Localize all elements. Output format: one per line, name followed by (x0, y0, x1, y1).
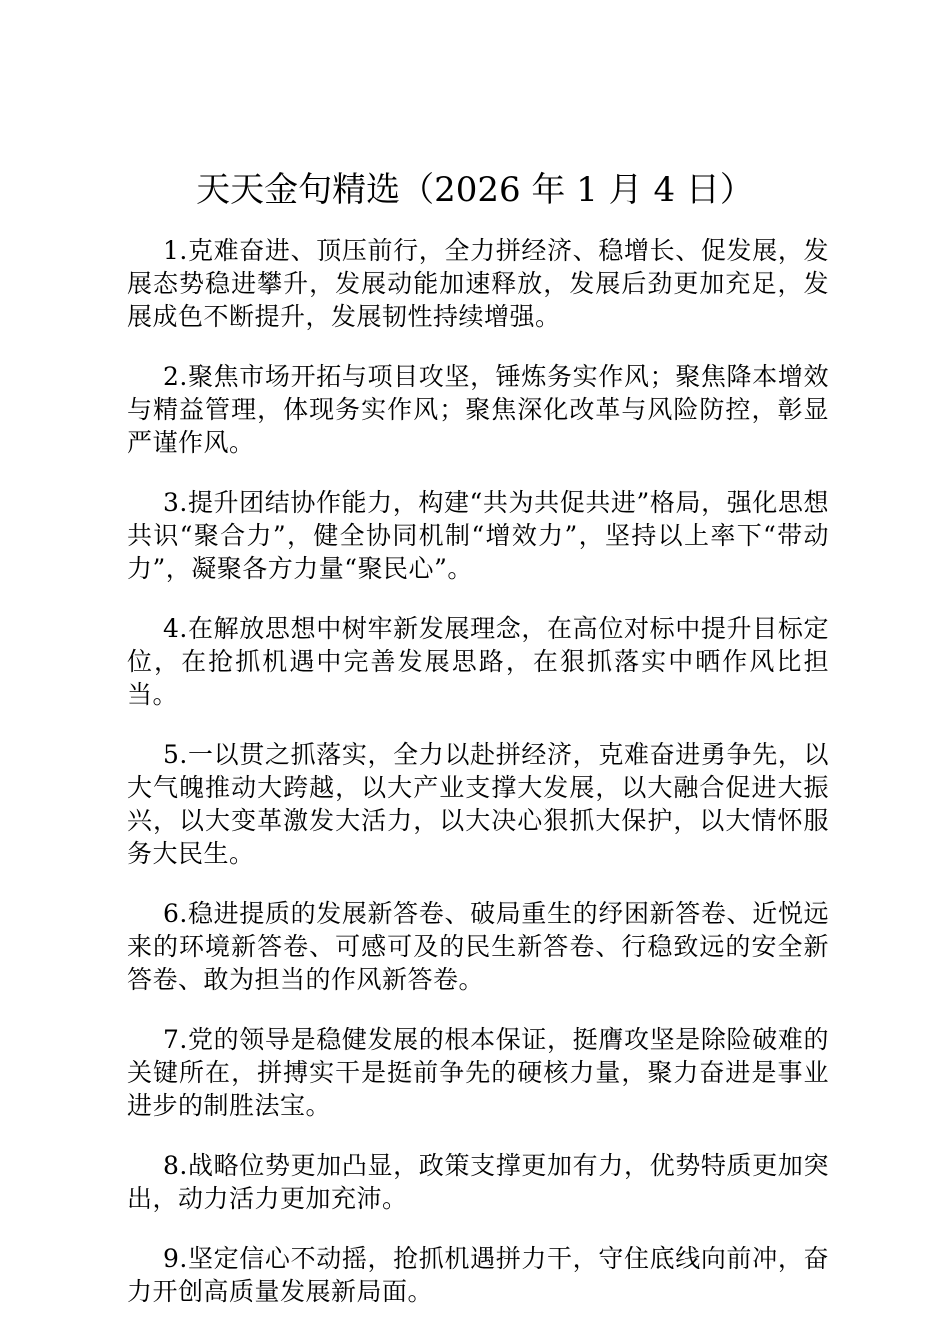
quote-item-4: 4.在解放思想中树牢新发展理念，在高位对标中提升目标定位，在抢抓机遇中完善发展思路，在狠抓落实中晒作风比担当。 (127, 614, 829, 709)
quote-item-1: 1.克难奋进、顶压前行，全力拼经济、稳增长、促发展，发展态势稳进攀升，发展动能加速释放，发展后劲更加充足，发展成色不断提升，发展韧性持续增强。 (127, 236, 829, 331)
quote-item-9: 9.坚定信心不动摇，抢抓机遇拼力干，守住底线向前冲，奋力开创高质量发展新局面。 (127, 1244, 829, 1306)
document-title: 天天金句精选（2026 年 1 月 4 日） (196, 170, 754, 210)
quote-item-6: 6.稳进提质的发展新答卷、破局重生的纾困新答卷、近悦远来的环境新答卷、可感可及的民生新答卷、行稳致远的安全新答卷、敢为担当的作风新答卷。 (127, 899, 829, 994)
quote-item-5: 5.一以贯之抓落实，全力以赴拼经济，克难奋进勇争先，以大气魄推动大跨越，以大产业支撑大发展，以大融合促进大振兴，以大变革激发大活力，以大决心狠抓大保护，以大情怀服务大民生。 (127, 740, 829, 868)
quote-item-3: 3.提升团结协作能力，构建“共为共促共进”格局，强化思想共识“聚合力”，健全协同机制“增效力”，坚持以上率下“带动力”，凝聚各方力量“聚民心”。 (127, 488, 829, 583)
quote-item-8: 8.战略位势更加凸显，政策支撑更加有力，优势特质更加突出，动力活力更加充沛。 (127, 1151, 829, 1213)
quote-item-7: 7.党的领导是稳健发展的根本保证，挺膺攻坚是除险破难的关键所在，拼搏实干是挺前争先的硬核力量，聚力奋进是事业进步的制胜法宝。 (127, 1025, 829, 1120)
quote-list (127, 234, 829, 1335)
quote-item-2: 2.聚焦市场开拓与项目攻坚，锤炼务实作风；聚焦降本增效与精益管理，体现务实作风；聚焦深化改革与风险防控，彰显严谨作风。 (127, 362, 829, 457)
